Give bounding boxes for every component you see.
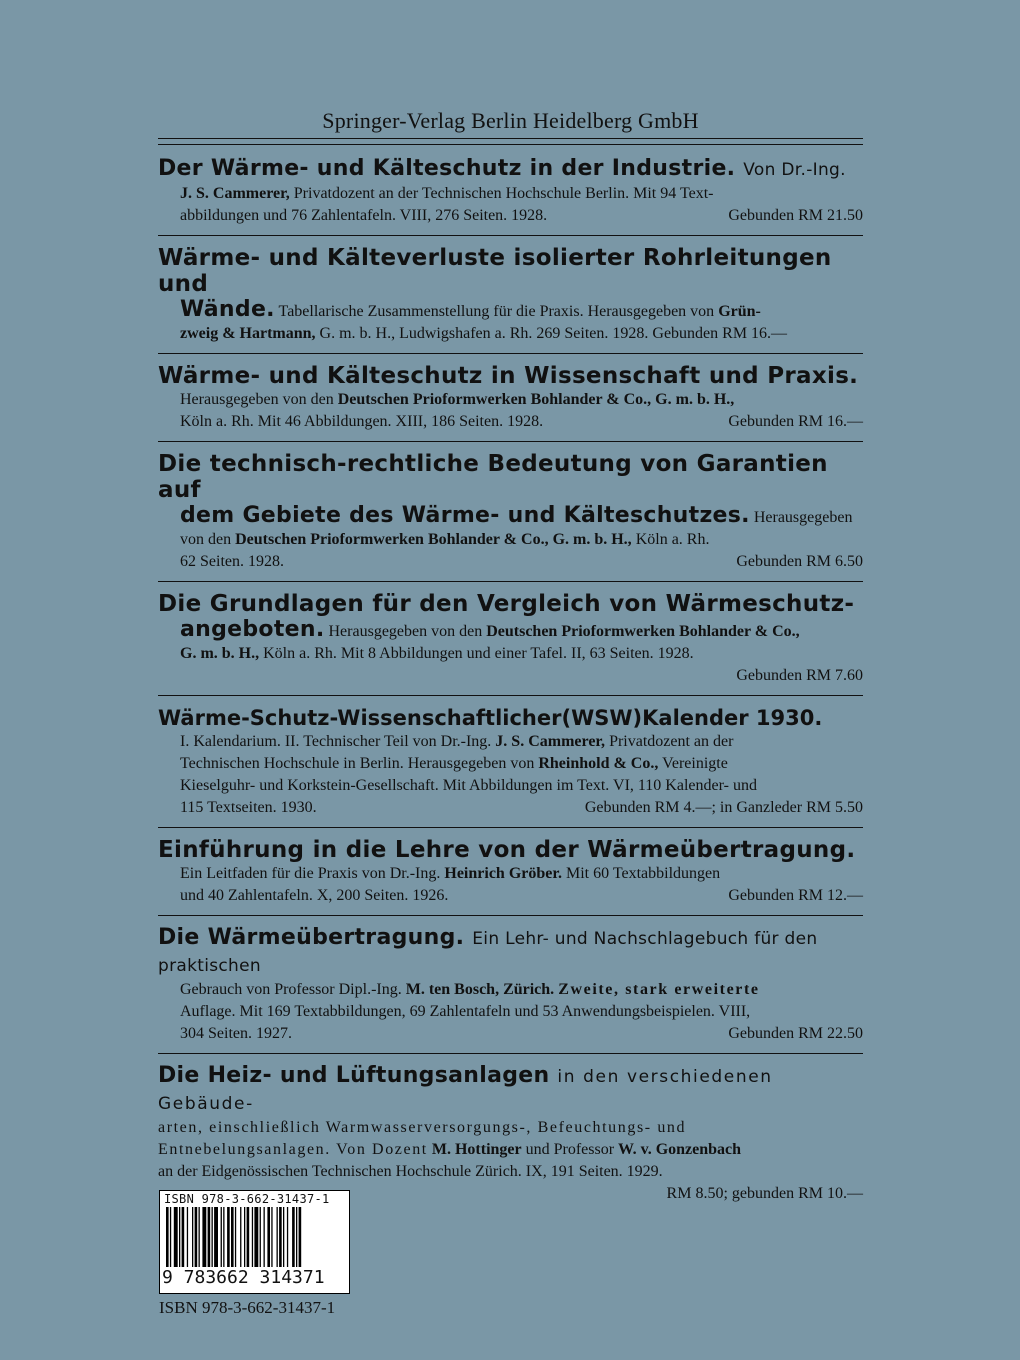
book-entry: Die Grundlagen für den Vergleich von Wärmeschutz- angeboten. Herausgegeben von den Deutschen Prioformwerken Bohlander & Co., G. m. b. H., Köln a. Rh. Mit 8 Abbildungen und einer Tafel. II, 63 Seiten. 1928. Gebunden RM 7.60	[158, 591, 863, 696]
book-entry: Die Heiz- und Lüftungsanlagen in den verschiedenen Gebäude- arten, einschließlich Warmwasserversorgungs-, Befeuchtungs- und Entnebelungsanlagen. Von Dozent M. Hottinger und Professor W. v. Gonzenbach an der Eidgenössischen Technischen Hochschule Zürich. IX, 191 Seiten. 1929. RM 8.50; gebunden RM 10.—	[158, 1063, 863, 1213]
barcode-bar	[287, 1207, 288, 1267]
book-title: Die Grundlagen für den Vergleich von Wärmeschutz-	[158, 591, 855, 617]
barcode	[159, 1190, 350, 1294]
barcode-bar	[170, 1207, 171, 1267]
publisher-name: Springer-Verlag Berlin Heidelberg GmbH	[322, 108, 699, 133]
book-title: Einführung in die Lehre von der Wärmeübertragung.	[158, 837, 856, 863]
double-rule	[158, 138, 863, 145]
barcode-bar	[208, 1207, 211, 1267]
book-entry: Wärme- und Kälteschutz in Wissenschaft und Praxis. Herausgegeben von den Deutschen Prioformwerken Bohlander & Co., G. m. b. H., Köln a. Rh. Mit 46 Abbildungen. XIII, 186 Seiten. 1928. Gebunden RM 16.—	[158, 363, 863, 442]
barcode-bar	[214, 1207, 218, 1267]
barcode-bar	[192, 1207, 193, 1267]
barcode-bar	[174, 1207, 178, 1267]
barcode-bar	[271, 1207, 272, 1267]
barcode-bar	[235, 1207, 236, 1267]
book-entry: Wärme- und Kälteverluste isolierter Rohrleitungen und Wände. Tabellarische Zusammenstellung für die Praxis. Herausgegeben von Grün- zweig & Hartmann, G. m. b. H., Ludwigshafen a. Rh. 269 Seiten. 1928. Gebunden RM 16.—	[158, 245, 863, 354]
barcode-bar	[279, 1207, 282, 1267]
price: Gebunden RM 7.60	[736, 667, 863, 684]
book-title: Die technisch-rechtliche Bedeutung von Garantien auf	[158, 451, 828, 503]
book-title: Wärme-Schutz-Wissenschaftlicher(WSW)Kalender 1930.	[158, 706, 823, 730]
price: Gebunden RM 4.—; in Ganzleder RM 5.50	[584, 799, 863, 816]
barcode-isbn-label: ISBN 978-3-662-31437-1	[164, 1192, 330, 1206]
book-title: Der Wärme- und Kälteschutz in der Industrie.	[158, 156, 736, 181]
barcode-bar	[227, 1207, 230, 1267]
barcode-bar	[231, 1207, 234, 1267]
barcode-bar	[260, 1207, 261, 1267]
barcode-bar	[292, 1207, 295, 1267]
barcode-bar	[195, 1207, 198, 1267]
book-entry: Einführung in die Lehre von der Wärmeübertragung. Ein Leitfaden für die Praxis von Dr.-Ing. Heinrich Gröber. Mit 60 Textabbildungen und 40 Zahlentafeln. X, 200 Seiten. 1926. Gebunden RM 12.—	[158, 837, 863, 916]
barcode-bar	[247, 1207, 250, 1267]
barcode-bar	[199, 1207, 200, 1267]
book-entry: Die Wärmeübertragung. Ein Lehr- und Nachschlagebuch für den praktischen Gebrauch von Professor Dipl.-Ing. M. ten Bosch, Zürich. Zweite, stark erweiterte Auflage. Mit 169 Textabbildungen, 69 Zahlentafeln und 53 Anwendungsbeispielen. VIII, 304 Seiten. 1927. Gebunden RM 22.50	[158, 925, 863, 1054]
price: Gebunden RM 16.—	[728, 413, 863, 430]
barcode-bar	[252, 1207, 253, 1267]
barcode-bar	[202, 1207, 206, 1267]
barcode-bar	[179, 1207, 180, 1267]
barcode-bar	[187, 1207, 188, 1267]
book-entry: Die technisch-rechtliche Bedeutung von Garantien auf dem Gebiete des Wärme- und Kälteschutzes. Herausgegeben von den Deutschen Prioformwerken Bohlander & Co., G. m. b. H., Köln a. Rh. 62 Seiten. 1928. Gebunden RM 6.50	[158, 451, 863, 582]
price: Gebunden RM 6.50	[736, 553, 863, 570]
book-entry: Wärme-Schutz-Wissenschaftlicher(WSW)Kalender 1930. I. Kalendarium. II. Technischer Teil von Dr.-Ing. J. S. Cammerer, Privatdozent an der Technischen Hochschule in Berlin. Herausgegeben von Rheinhold & Co., Vereinigte Kieselguhr- und Korkstein-Gesellschaft. Mit Abbildungen im Text. VI, 110 Kalender- und 115 Textseiten. 1930. Gebunden RM 4.—; in Ganzleder RM 5.50	[158, 705, 863, 828]
barcode-bar	[299, 1207, 302, 1267]
barcode-bar	[277, 1207, 278, 1267]
barcode-bar	[264, 1207, 265, 1267]
barcode-bar	[221, 1207, 222, 1267]
barcode-bar	[267, 1207, 270, 1267]
price: Gebunden RM 21.50	[728, 207, 863, 224]
price: Gebunden RM 12.—	[728, 887, 863, 904]
barcode-bar	[182, 1207, 185, 1267]
barcode-bar	[240, 1207, 241, 1267]
book-entry: Der Wärme- und Kälteschutz in der Industrie. Von Dr.-Ing. J. S. Cammerer, Privatdozent an der Technischen Hochschule Berlin. Mit 94 Text- abbildungen und 76 Zahlentafeln. VIII, 276 Seiten. 1928. Gebunden RM 21.50	[158, 156, 863, 236]
isbn-footer: ISBN 978-3-662-31437-1	[159, 1298, 336, 1317]
book-title: Die Heiz- und Lüftungsanlagen	[158, 1063, 550, 1088]
barcode-bar	[212, 1207, 213, 1267]
book-list	[158, 156, 863, 1222]
barcode-bar	[244, 1207, 245, 1267]
barcode-bars	[164, 1207, 344, 1269]
barcode-bar	[254, 1207, 258, 1267]
barcode-bar	[296, 1207, 297, 1267]
price: Gebunden RM 22.50	[728, 1025, 863, 1042]
price: RM 8.50; gebunden RM 10.—	[666, 1185, 863, 1202]
book-title: Die Wärmeübertragung.	[158, 925, 465, 950]
barcode-bar	[223, 1207, 224, 1267]
barcode-bar	[166, 1207, 169, 1267]
barcode-digits: 9 783662 314371	[162, 1267, 325, 1288]
book-title: Wärme- und Kälteschutz in Wissenschaft und Praxis.	[158, 363, 859, 389]
barcode-bar	[283, 1207, 284, 1267]
book-title: Wärme- und Kälteverluste isolierter Rohrleitungen und	[158, 245, 832, 297]
